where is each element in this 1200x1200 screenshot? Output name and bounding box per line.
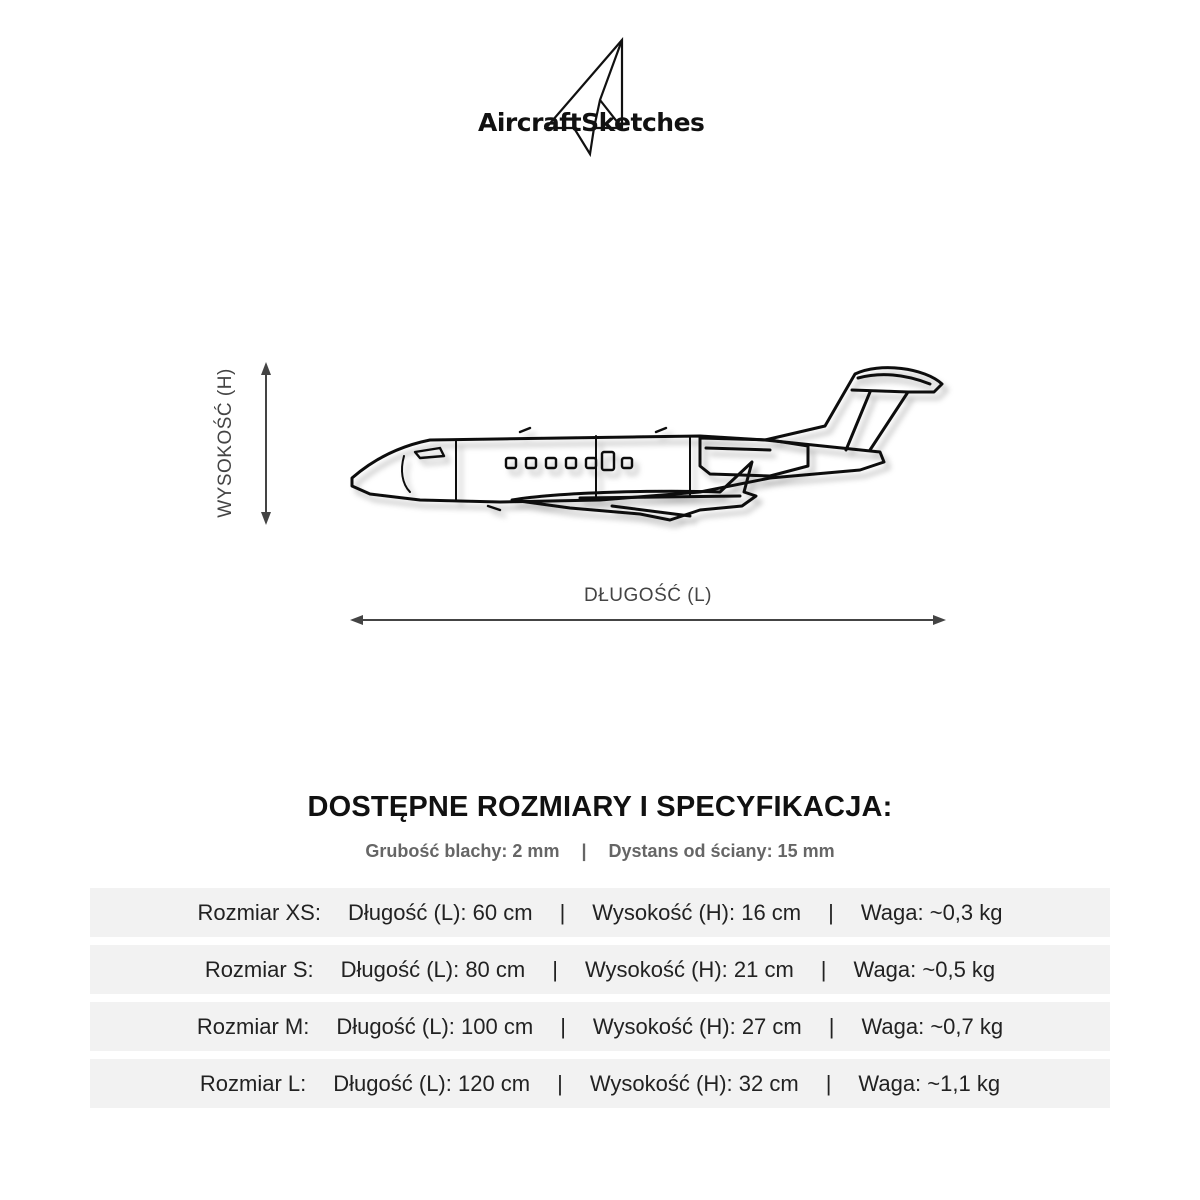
separator: | — [581, 841, 587, 861]
separator: | — [560, 1013, 566, 1039]
length-arrow — [350, 615, 946, 625]
brand-logo — [470, 30, 730, 160]
sheet-thickness: Grubość blachy: 2 mm — [365, 841, 560, 861]
size-table — [90, 888, 1110, 1116]
separator: | — [820, 956, 827, 982]
wall-distance: Dystans od ściany: 15 mm — [608, 841, 835, 861]
separator: | — [552, 956, 558, 982]
size-weight: Waga: ~1,1 kg — [858, 1070, 1001, 1096]
specs-subtitle — [0, 841, 1200, 862]
separator: | — [825, 1070, 832, 1096]
specs-title: DOSTĘPNE ROZMIARY I SPECYFIKACJA: — [307, 791, 893, 823]
size-length: Długość (L): 80 cm — [340, 956, 526, 982]
size-name: Rozmiar M: — [196, 1013, 310, 1039]
size-row-xs — [90, 888, 1110, 937]
separator: | — [559, 899, 566, 925]
size-height: Wysokość (H): 27 cm — [592, 1013, 802, 1039]
height-arrow — [261, 362, 271, 525]
height-label: WYSOKOŚĆ (H) — [215, 368, 236, 518]
size-name: Rozmiar S: — [204, 956, 314, 982]
separator: | — [828, 1013, 835, 1039]
size-name: Rozmiar XS: — [197, 899, 321, 925]
aircraft-dimension-figure — [0, 340, 1200, 660]
separator: | — [828, 899, 834, 925]
separator: | — [557, 1070, 563, 1096]
size-row-m — [90, 1002, 1110, 1051]
size-height: Wysokość (H): 32 cm — [589, 1070, 799, 1096]
size-height: Wysokość (H): 16 cm — [592, 899, 802, 925]
size-length: Długość (L): 120 cm — [333, 1070, 531, 1096]
size-height: Wysokość (H): 21 cm — [584, 956, 794, 982]
size-row-l — [90, 1059, 1110, 1108]
logo-text: AircraftSketches — [478, 108, 705, 137]
size-length: Długość (L): 100 cm — [336, 1013, 534, 1039]
size-length: Długość (L): 60 cm — [347, 899, 533, 925]
size-weight: Waga: ~0,7 kg — [861, 1013, 1004, 1039]
size-name: Rozmiar L: — [199, 1070, 307, 1096]
length-label: DŁUGOŚĆ (L) — [584, 585, 712, 606]
paper-plane-icon — [470, 30, 730, 160]
size-row-s — [90, 945, 1110, 994]
size-weight: Waga: ~0,5 kg — [853, 956, 996, 982]
aircraft-sketch — [352, 368, 942, 520]
size-weight: Waga: ~0,3 kg — [860, 899, 1003, 925]
